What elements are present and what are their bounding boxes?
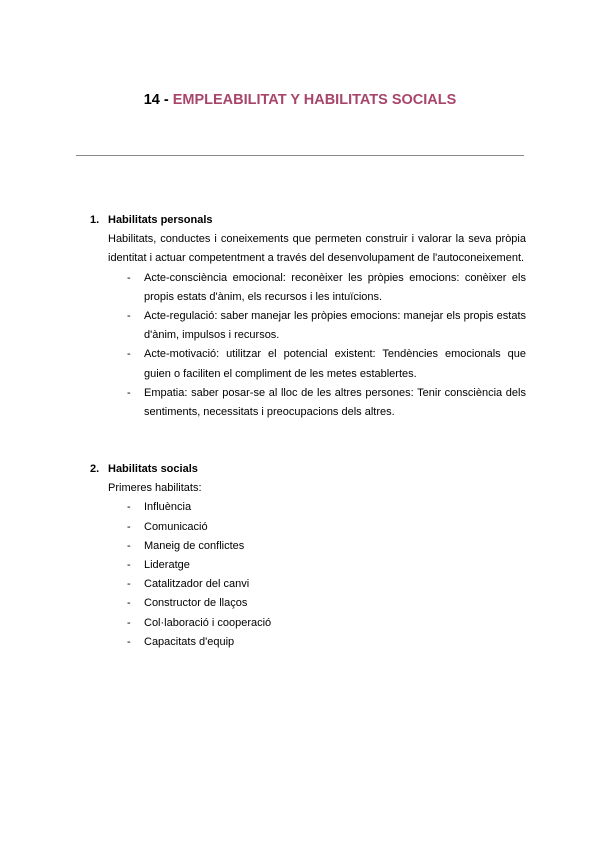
social-skills-list [108, 498, 526, 652]
list-dash: - [127, 501, 131, 514]
list-dash: - [127, 386, 131, 399]
personal-skills-list [108, 269, 526, 423]
list-dash: - [127, 271, 131, 284]
list-item [108, 575, 526, 594]
list-dash: - [127, 597, 131, 610]
list-item [108, 614, 526, 633]
list-dash: - [127, 310, 131, 323]
list-item [108, 633, 526, 652]
list-item [108, 537, 526, 556]
title-text: EMPLEABILITAT Y HABILITATS SOCIALS [172, 92, 457, 108]
title-divider [76, 155, 524, 156]
section-number: 2. [90, 463, 100, 475]
list-item [108, 307, 526, 345]
section-title: Habilitats socials [108, 463, 198, 475]
title-number: 14 - [143, 92, 173, 108]
list-item-text: Comunicació [144, 520, 208, 533]
section-social-skills [90, 460, 526, 652]
list-item [108, 269, 526, 307]
list-item [108, 345, 526, 383]
list-item-text: Col·laboració i cooperació [144, 616, 272, 629]
list-dash: - [127, 348, 131, 361]
list-item-text: Acte-consciència emocional: reconèixer les pròpies emocions: conèixer els propis estats d'ànim, els recursos i les intuïcions. [144, 271, 526, 303]
list-item-text: Maneig de conflictes [144, 539, 245, 552]
section-intro: Primeres habilitats: [108, 482, 202, 495]
list-item-text: Acte-motivació: utilitzar el potencial existent: Tendències emocionals que guien o faciliten el compliment de les metes establertes. [144, 348, 526, 380]
section-heading [90, 460, 526, 479]
section-title: Habilitats personals [108, 214, 213, 226]
list-item [108, 518, 526, 537]
list-item [108, 384, 526, 422]
list-dash: - [127, 520, 131, 533]
page-title [0, 92, 600, 108]
list-item-text: Empatia: saber posar-se al lloc de les altres persones: Tenir consciència dels sentiments, necessitats i preocupacions dels altres. [144, 386, 526, 419]
list-item-text: Catalitzador del canvi [144, 578, 250, 591]
list-dash: - [127, 616, 131, 629]
list-item-text: Constructor de llaços [144, 597, 248, 610]
list-item [108, 594, 526, 613]
section-intro: Habilitats, conductes i coneixements que permeten construir i valorar la seva pròpia identitat i actuar competentment a través del desenvolupament de l'autoconeixement. [108, 233, 526, 265]
list-item [108, 498, 526, 517]
list-dash: - [127, 578, 131, 591]
list-dash: - [127, 539, 131, 552]
list-item [108, 556, 526, 575]
list-item-text: Capacitats d'equip [144, 635, 235, 648]
list-item-text: Influència [144, 501, 192, 514]
section-number: 1. [90, 214, 100, 226]
list-item-text: Acte-regulació: saber manejar les pròpies emocions: manejar els propis estats d'ànim, impulsos i recursos. [144, 310, 526, 342]
list-item-text: Lideratge [144, 559, 190, 572]
list-dash: - [127, 635, 131, 648]
list-dash: - [127, 559, 131, 572]
section-heading [90, 211, 526, 230]
section-personal-skills [90, 211, 526, 422]
